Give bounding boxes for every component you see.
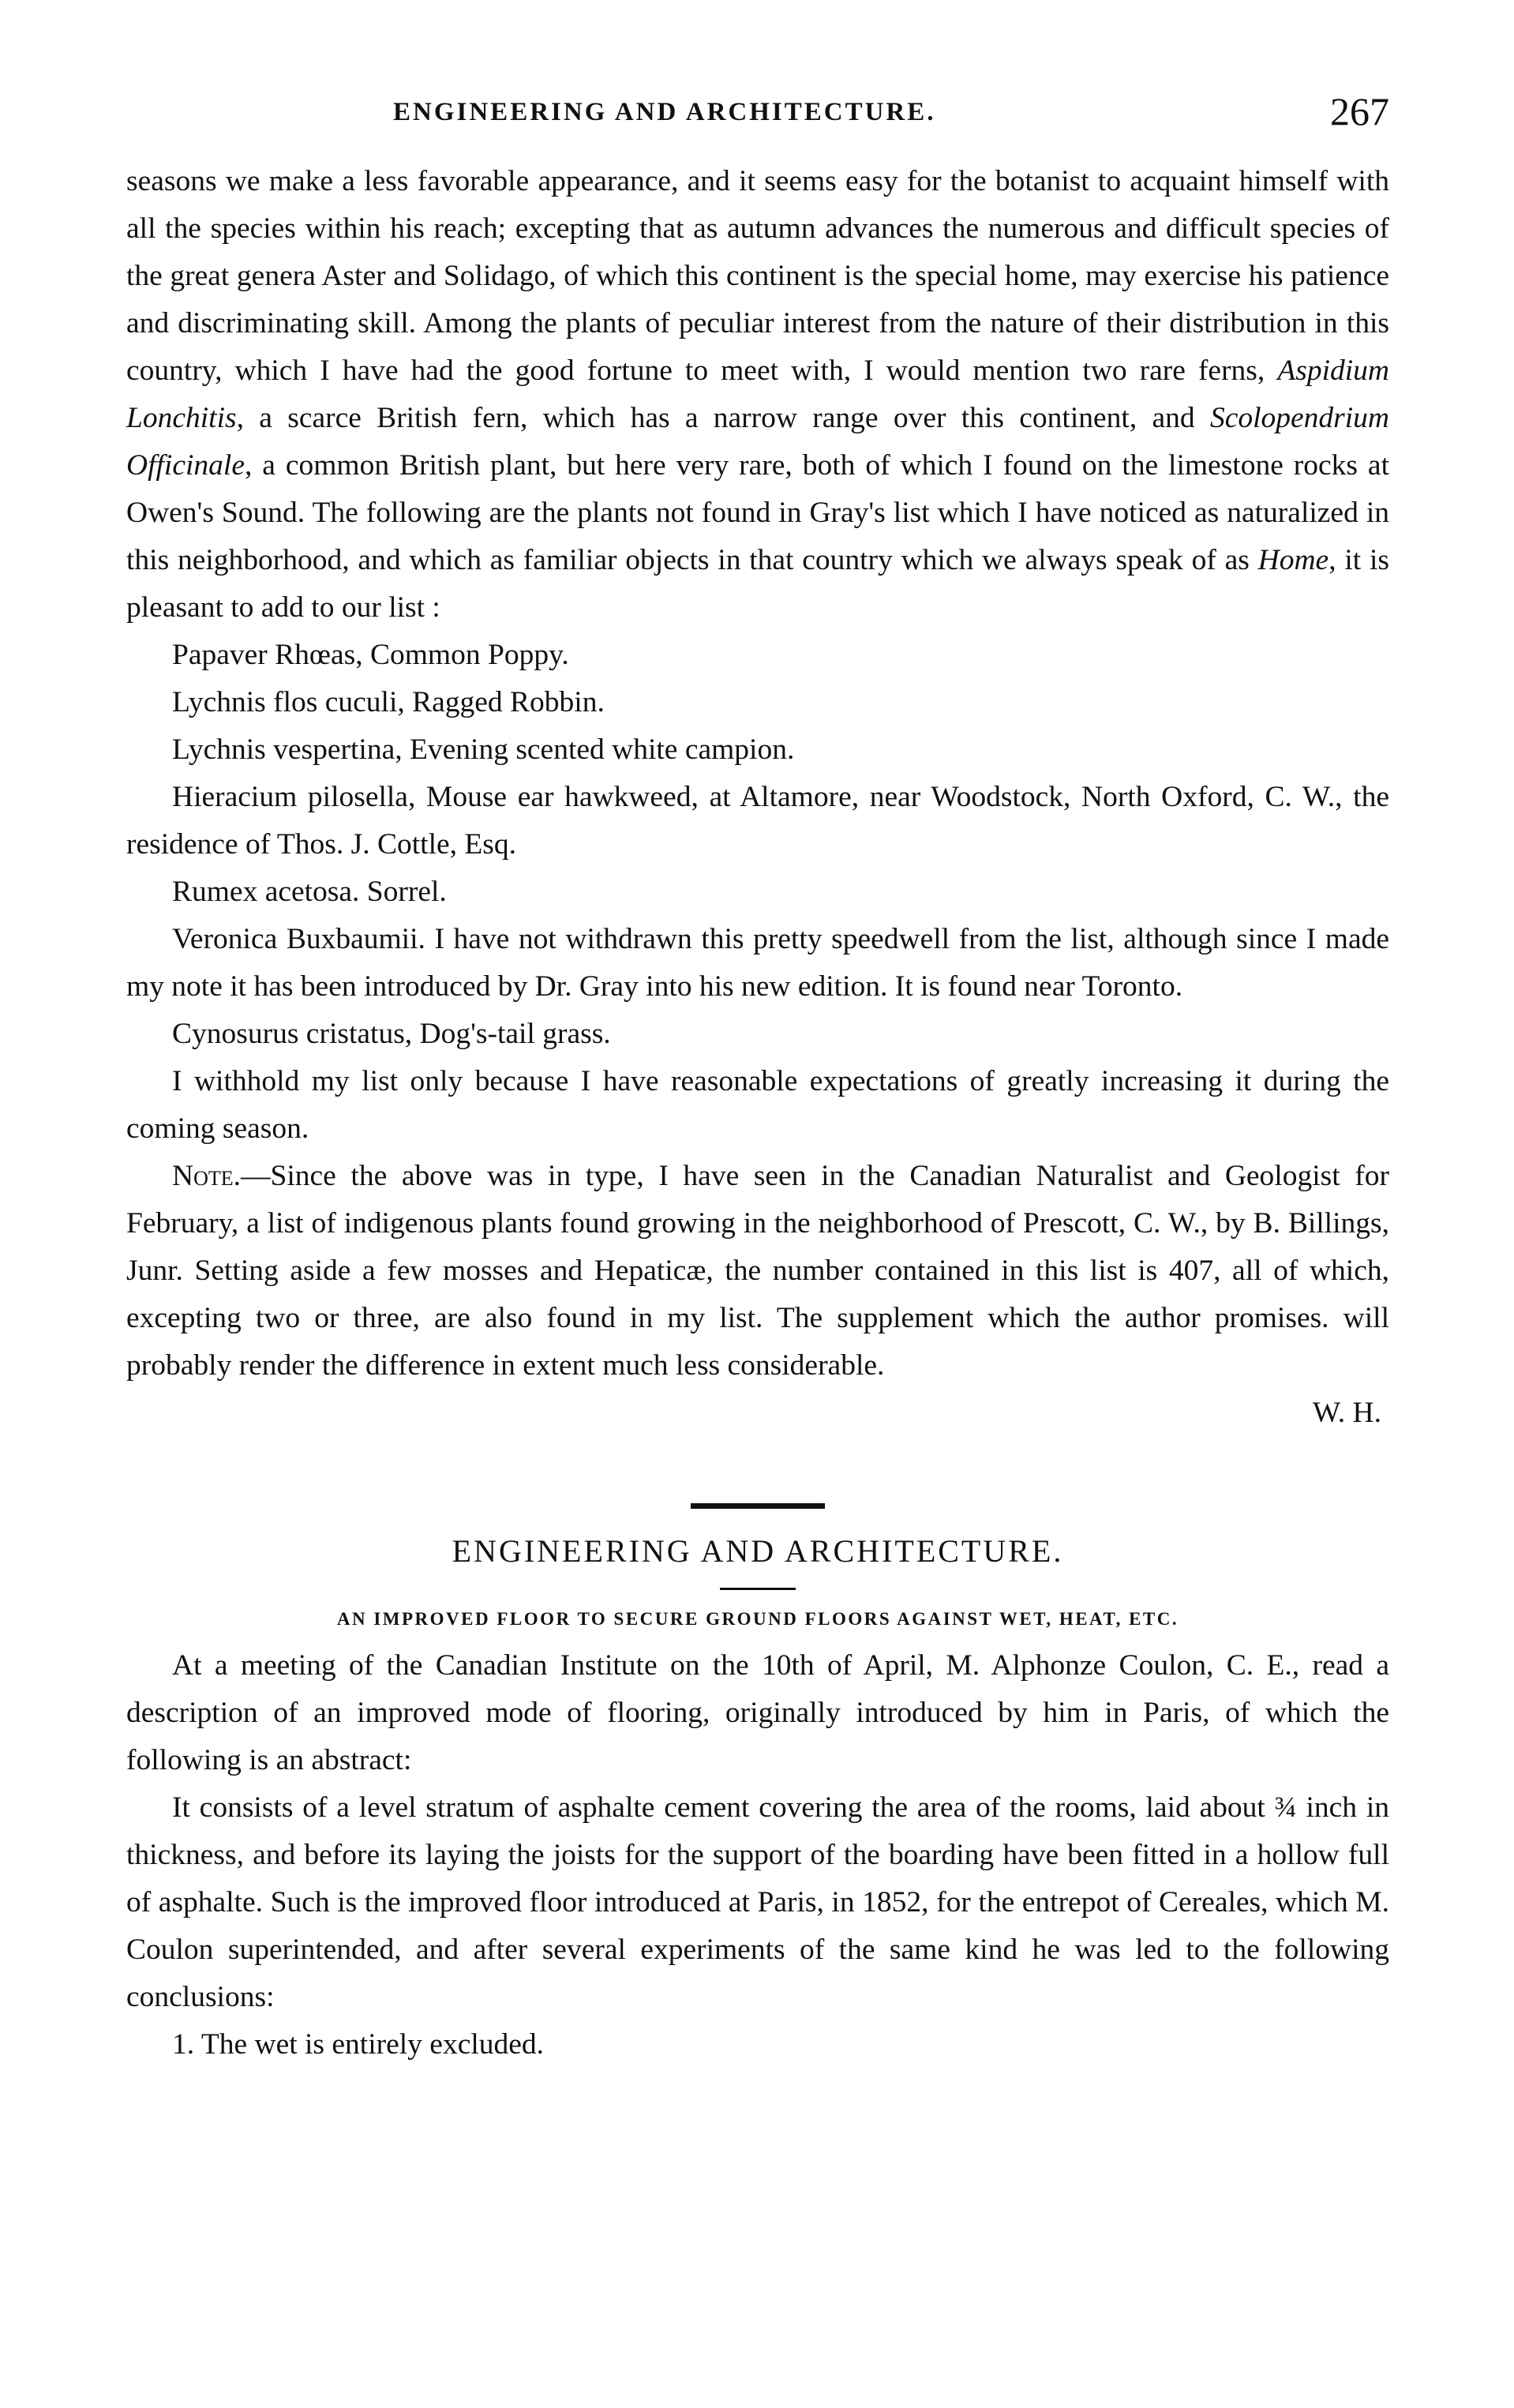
fern-name-scolopendrium: Scolopendrium Officinale [126,402,1389,482]
fern-name-aspidium: Aspidium Lonchitis [126,354,1389,434]
section-title: ENGINEERING AND ARCHITECTURE. [452,1533,1064,1569]
text-run: , a scarce British fern, which has a narrow range over this continent, and [236,402,1210,434]
author-signature: W. H. [1312,1397,1381,1429]
page-number: 267 [1330,89,1389,133]
engineering-paragraph: It consists of a level stratum of asphalte cement covering the area of the rooms, laid about ¾ inch in thickness, and before its laying the joists for the support of the boarding have been fitted in a hollow full of asphalte. Such is the improved floor introduced at Paris, in 1852, for the entrepot of Cereales, which M. Coulon superintended, and after several experiments of the same kind he was led to the following conclusions: [126,1791,1389,2013]
plant-list-item: Hieracium pilosella, Mouse ear hawkweed, at Altamore, near Woodstock, North Oxford, C. W., the residence of Thos. J. Cottle, Esq. [126,781,1389,861]
text-run: seasons we make a less favorable appearance, and it seems easy for the botanist to acquaint himself with all the species within his reach; excepting that as autumn advances the numerous and difficult species of the great genera Aster and Solidago, of which this continent is the special home, may exercise his patience and discriminating skill. Among the plants of peculiar interest from the nature of their distribution in this country, which I have had the good fortune to meet with, I would mention two rare ferns, [126,165,1389,387]
title-rule [720,1588,796,1590]
note-paragraph [126,1153,1389,1390]
withhold-paragraph: I withhold my list only because I have reasonable expectations of greatly increasing it during the coming season. [126,1065,1389,1145]
plant-list-item: Cynosurus cristatus, Dog's-tail grass. [172,1018,611,1050]
subsection-title: AN IMPROVED FLOOR TO SECURE GROUND FLOORS AGAINST WET, HEAT, ETC. [336,1609,1179,1629]
botany-opening-paragraph [126,158,1389,632]
page-body [126,158,1389,2069]
running-title: ENGINEERING AND ARCHITECTURE. [393,98,936,126]
text-run: , a common British plant, but here very rare, both of which I found on the limestone rocks at Owen's Sound. The following are the plants not found in Gray's list which I have noticed as naturalized in this neighborhood, and which as familiar objects in that country which we always speak of as [126,449,1389,576]
section-divider [691,1503,825,1509]
plant-list-item: Rumex acetosa. Sorrel. [172,876,447,908]
plant-list-item: Lychnis flos cuculi, Ragged Robbin. [172,686,605,718]
text-run: , it is pleasant to add to our list : [126,544,1389,624]
engineering-paragraph: At a meeting of the Canadian Institute on the 10th of April, M. Alphonze Coulon, C. E., read a description of an improved mode of flooring, originally introduced by him in Paris, of which the following is an abstract: [126,1649,1389,1776]
plant-list-item: Papaver Rhœas, Common Poppy. [172,639,569,671]
plant-list-item: Lychnis vespertina, Evening scented white campion. [172,733,795,766]
emphasis-home: Home [1257,544,1329,576]
plant-list-item: Veronica Buxbaumii. I have not withdrawn this pretty speedwell from the list, although since I made my note it has been introduced by Dr. Gray into his new edition. It is found near Toronto. [126,923,1389,1003]
conclusion-item: 1. The wet is entirely excluded. [172,2028,545,2061]
book-page [126,0,1397,2408]
note-label: Note. [172,1160,241,1192]
running-head [126,88,1389,144]
note-text: —Since the above was in type, I have seen in the Canadian Naturalist and Geologist for February, a list of indigenous plants found growing in the neighborhood of Prescott, C. W., by B. Billings, Junr. Setting aside a few mosses and Hepaticæ, the number contained in this list is 407, all of which, excepting two or three, are also found in my list. The supplement which the author promises. will probably render the difference in extent much less considerable. [126,1160,1389,1382]
